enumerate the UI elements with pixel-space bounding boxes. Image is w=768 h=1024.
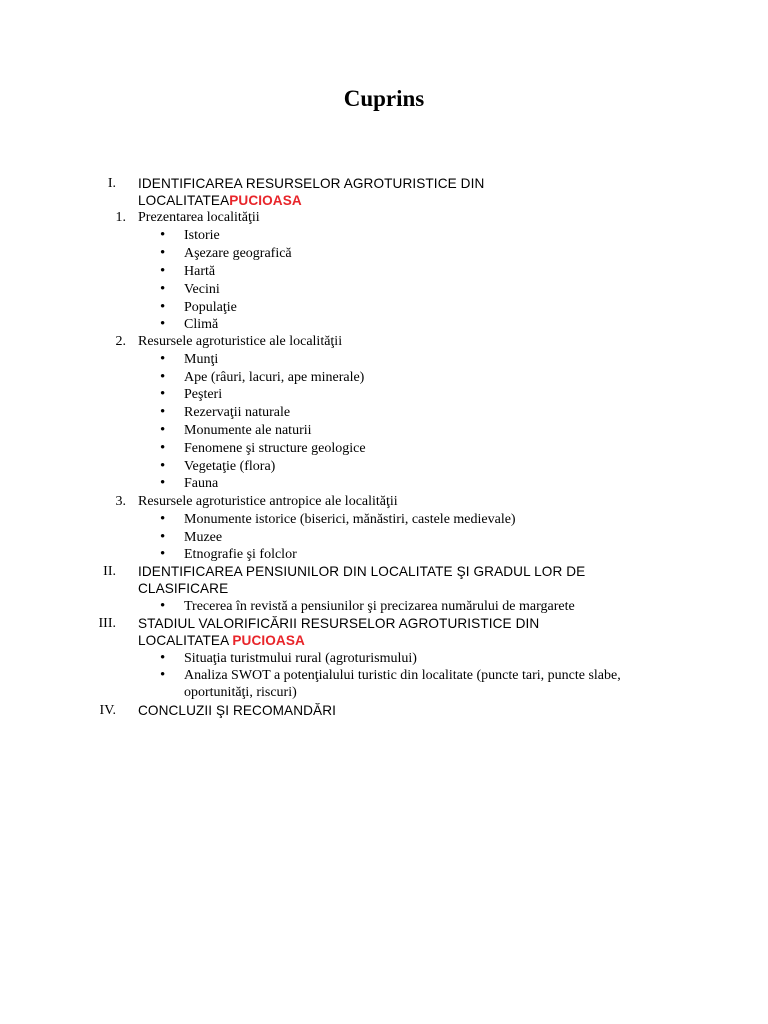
- section-title-line2-row: [138, 192, 302, 211]
- bullet-icon: [160, 440, 168, 458]
- list-item-text: Muzee: [184, 530, 223, 545]
- document-title: Cuprins: [343, 86, 425, 111]
- section-numeral: I.: [107, 176, 116, 191]
- bullet-icon: [160, 667, 168, 685]
- list-item-text: Monumente ale naturii: [184, 423, 312, 438]
- bullet-icon: [160, 546, 168, 564]
- list-item-text: Munţi: [184, 352, 219, 367]
- list-item-text: Peşteri: [184, 387, 223, 402]
- bullet-icon: [160, 245, 168, 263]
- bullet-icon: [160, 475, 168, 493]
- subsection-label: Resursele agroturistice ale localităţii: [138, 334, 343, 349]
- section-numeral: IV.: [99, 703, 116, 718]
- list-item-text: Istorie: [184, 228, 220, 243]
- subsection-label: Resursele agroturistice antropice ale localităţii: [138, 494, 398, 509]
- bullet-icon: [160, 529, 168, 547]
- list-item-text: Climă: [184, 317, 219, 332]
- list-item-text: Situaţia turistmului rural (agroturismului): [184, 651, 417, 666]
- list-item-text: Vecini: [184, 282, 220, 297]
- list-item-text: Aşezare geografică: [184, 246, 292, 261]
- bullet-icon: [160, 598, 168, 616]
- subsection-number: 2.: [115, 334, 126, 349]
- section-title-line1: CONCLUZII ŞI RECOMANDĂRI: [138, 703, 337, 718]
- bullet-icon: [160, 422, 168, 440]
- list-item-text: Analiza SWOT a potenţialului turistic din localitate (puncte tari, puncte slabe,: [184, 668, 621, 683]
- bullet-icon: [160, 351, 168, 369]
- bullet-icon: [160, 299, 168, 317]
- locality-highlight: PUCIOASA: [229, 193, 302, 208]
- list-item-text: Etnografie şi folclor: [184, 547, 297, 562]
- section-title-line2: LOCALITATEA: [138, 193, 230, 208]
- list-item-text: Populaţie: [184, 300, 237, 315]
- bullet-icon: [160, 369, 168, 387]
- section-title-line1: IDENTIFICAREA PENSIUNILOR DIN LOCALITATE ŞI GRADUL LOR DE: [138, 564, 586, 579]
- subsection-number: 1.: [115, 210, 126, 225]
- bullet-icon: [160, 281, 168, 299]
- list-item-text: Monumente istorice (biserici, mănăstiri, castele medievale): [184, 512, 516, 527]
- bullet-icon: [160, 227, 168, 245]
- list-item-text: Trecerea în revistă a pensiunilor şi precizarea numărului de margarete: [184, 599, 575, 614]
- section-title-line2-row: [138, 632, 305, 651]
- section-title-line2: LOCALITATEA: [138, 633, 233, 648]
- section-title-line2-row: [138, 580, 228, 599]
- list-item-text: oportunităţi, riscuri): [184, 685, 297, 700]
- list-item-text: Ape (râuri, lacuri, ape minerale): [184, 370, 365, 385]
- list-item-text: Fenomene şi structure geologice: [184, 441, 366, 456]
- section-numeral: III.: [98, 616, 116, 631]
- section-title-line2: CLASIFICARE: [138, 581, 229, 596]
- bullet-icon: [160, 458, 168, 476]
- list-item-text: Hartă: [184, 264, 216, 279]
- bullet-icon: [160, 316, 168, 334]
- bullet-icon: [160, 650, 168, 668]
- bullet-icon: [160, 511, 168, 529]
- bullet-icon: [160, 263, 168, 281]
- bullet-icon: [160, 404, 168, 422]
- bullet-icon: [160, 386, 168, 404]
- list-item-text: Vegetaţie (flora): [184, 459, 276, 474]
- section-title-line1: IDENTIFICAREA RESURSELOR AGROTURISTICE DIN: [138, 176, 485, 191]
- locality-highlight: PUCIOASA: [232, 633, 305, 648]
- subsection-label: Prezentarea localităţii: [138, 210, 260, 225]
- list-item-text: Rezervaţii naturale: [184, 405, 291, 420]
- section-title-line1: STADIUL VALORIFICĂRII RESURSELOR AGROTURISTICE DIN: [138, 616, 540, 631]
- section-numeral: II.: [103, 564, 116, 579]
- list-item-text: Fauna: [184, 476, 219, 491]
- subsection-number: 3.: [115, 494, 126, 509]
